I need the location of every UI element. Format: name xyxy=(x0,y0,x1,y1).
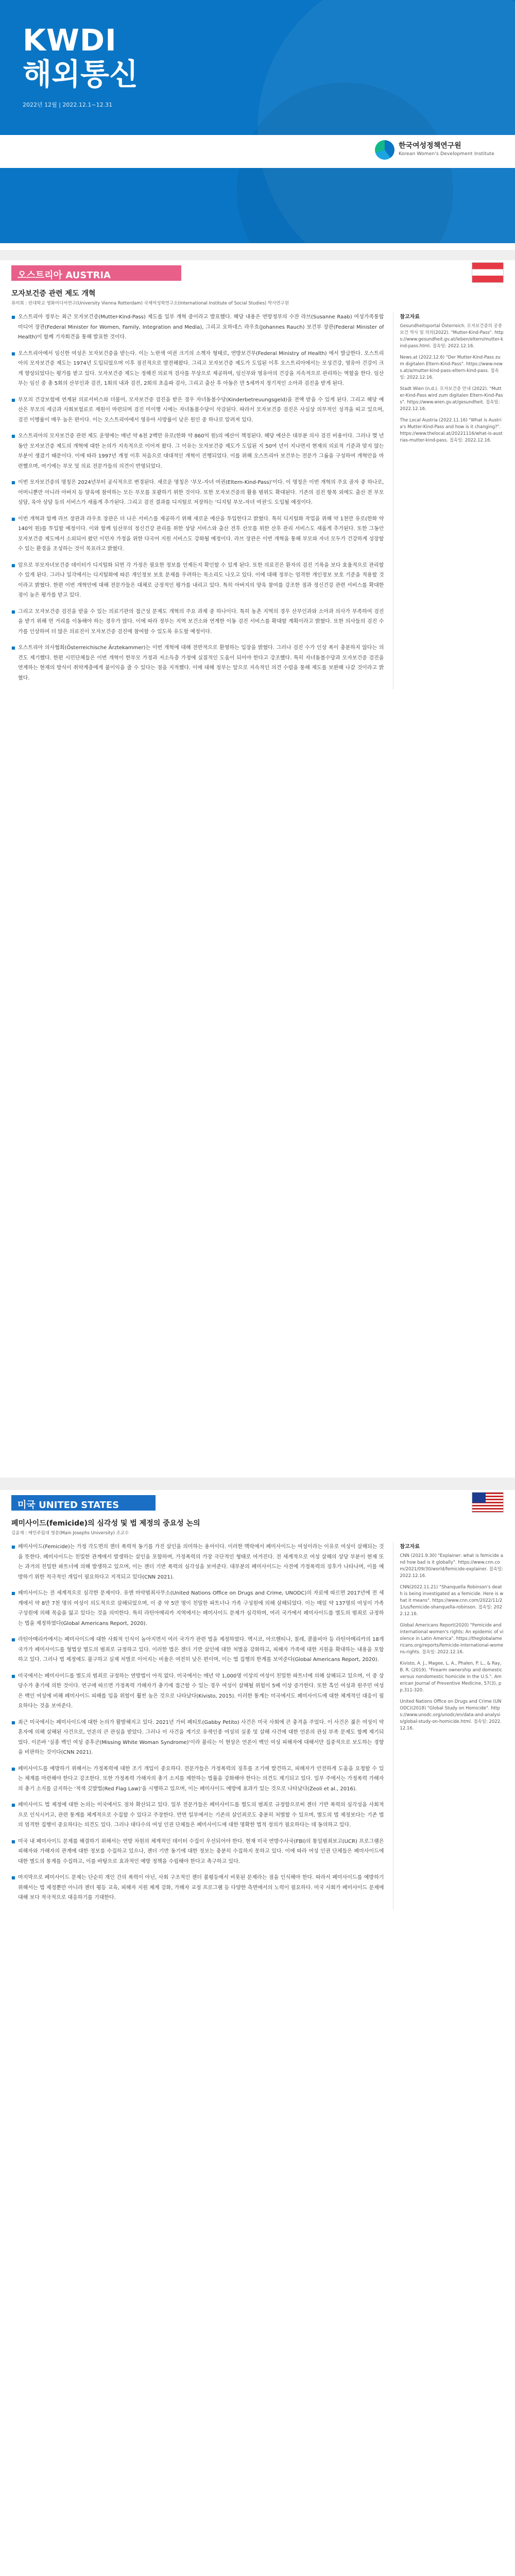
article-paragraph: ■ 미국 내 페미사이드 문제를 해결하기 위해서는 연방 차원의 체계적인 데이터 수집이 우선되어야 한다. 현재 미국 연방수사국(FBI)의 통일범죄보고(UCR) 프로그램은 피해자와 가해자의 관계에 대한 정보를 수집하고 있으나, 젠더 기반 동기에 대한 정보는 충분히 수집하지 못하고 있다. 이에 따라 여성 인권 단체들은 페미사이드에 대한 별도의 통계를 수집하고, 이를 바탕으로 효과적인 예방 정책을 수립해야 한다고 촉구하고 있다. xyxy=(11,1837,384,1867)
article-paragraph: ■ 페미사이드 법 제정에 대한 논의는 미국에서도 점차 확산되고 있다. 일부 전문가들은 페미사이드를 별도의 범죄로 규정함으로써 젠더 기반 폭력의 심각성을 사회적으로 인식시키고, 관련 통계를 체계적으로 수집할 수 있다고 주장한다. 반면 일부에서는 기존의 살인죄로도 충분히 처벌할 수 있으며, 별도의 법 제정보다는 기존 법의 엄격한 집행이 중요하다는 의견도 있다. 그러나 대다수의 여성 인권 단체들은 페미사이드에 대한 명확한 법적 정의가 필요하다는 데 동의하고 있다. xyxy=(11,1800,384,1831)
issue-date: 2022년 12월 | 2022.12.1~12.31 xyxy=(23,101,113,108)
reference-item: Gesundheitsportal Österreich. 모자보건증의 공중보건 역사 및 의의(2022). "Mutter-Kind-Pass". https://www.gesundheit.gv.at/leben/eltern/mutter-kind-pass.html. 접속일: 2022.12.16. xyxy=(400,324,504,349)
section-spacer xyxy=(0,1478,515,1490)
article-paragraph: ■ 오스트리아 의사협회(Österreichische Ärztekammer)는 이번 개혁에 대해 전반적으로 환영하는 입장을 밝혔다. 그러나 검진 수가 인상 폭이 충분하지 않다는 의견도 제기했다. 한편 시민단체들은 이번 개혁이 한부모 가정과 저소득층 가정에 실질적인 도움이 되어야 한다고 강조했다. 특히 자녀돌봄수당과 모자보건증 검진을 연계하는 현재의 방식이 취약계층에게 불이익을 줄 수 있다는 점을 지적했다. 이에 대해 정부는 앞으로 지속적인 의견 수렴을 통해 제도를 보완해 나갈 것이라고 밝혔다. xyxy=(11,643,384,683)
article-paragraph: ■ 최근 미국에서는 페미사이드에 대한 논의가 활발해지고 있다. 2021년 가비 페티토(Gabby Petito) 사건은 미국 사회에 큰 충격을 주었다. 이 사건은 젊은 여성이 약혼자에 의해 살해된 사건으로, 언론의 큰 관심을 받았다. 그러나 이 사건을 계기로 유색인종 여성의 실종 및 살해 사건에 대한 언론의 관심 부족 문제도 함께 제기되었다. 이른바 '실종 백인 여성 증후군(Missing White Woman Syndrome)'이라 불리는 이 현상은 언론이 백인 여성 피해자에 대해서만 집중적으로 보도하는 경향을 비판하는 것이다(CNN 2021). xyxy=(11,1718,384,1758)
article-paragraph: ■ 오스트리아에서 임신한 여성은 모자보건증을 받는다. 이는 노란색 여권 크기의 소책자 형태로, 연방보건부(Federal Ministry of Health) 에서 발급한다. 오스트리아의 모자보건증 제도는 1974년 도입되었으며 이후 점진적으로 발전해왔다. 그리고 모자보건증 제도가 도입된 이후 오스트리아에서는 모성건강, 영유아 건강이 크게 향상되었다는 평가를 받고 있다. 모자보건증 제도는 정해진 의료적 검사를 무상으로 제공하며, 임신부와 영유아의 건강을 지속적으로 관리하는 역할을 한다. 임산부는 임신 중 총 5회의 산부인과 검진, 1회의 내과 검진, 2회의 초음파 검사, 그리고 출산 후 아동은 만 5세까지 정기적인 소아과 검진을 받게 된다. xyxy=(11,349,384,389)
reference-item: Stadt Wien (n.d.). 모자보건증 안내 (2022). "Mutter-Kind-Pass wird zum digitalen Eltern-Kind-Pass". https://www.wien.gv.at/gesundheit. 접속일: 2022.12.16. xyxy=(400,386,503,412)
article-paragraph: ■ 라틴아메리카에서는 페미사이드에 대한 사회적 인식이 높아지면서 여러 국가가 관련 법을 제정하였다. 멕시코, 아르헨티나, 칠레, 콜롬비아 등 라틴아메리카의 18개 국가가 페미사이드를 형법상 별도의 범죄로 규정하고 있다. 이러한 법은 젠더 기반 살인에 대한 처벌을 강화하고, 피해자 가족에 대한 지원을 확대하는 내용을 포함하고 있다. 그러나 법 제정에도 불구하고 실제 처벌로 이어지는 비율은 여전히 낮은 편이며, 이는 법 집행의 한계를 보여준다(Global Americans Report, 2020). xyxy=(11,1635,384,1665)
us-flag-icon xyxy=(472,1492,504,1513)
article-paragraph: ■ 이번 개혁과 함께 라브 장관과 라우흐 장관은 더 나은 서비스를 제공하기 위해 새로운 예산을 투입한다고 밝혔다. 특히 디지털화 작업을 위해 약 1천만 유로(한화 약 140억 원)를 투입할 예정이다. 이와 함께 임산부의 정신건강 관리를 위한 상담 서비스와 출산 전후 산모를 위한 산후 관리 서비스도 새롭게 추가된다. 또한 그동안 모자보건증 제도에서 소외되어 왔던 이민자 가정을 위한 다국어 지원 서비스도 강화될 예정이다. 라브 장관은 이번 개혁을 통해 부모와 자녀 모두가 건강하게 성장할 수 있는 환경을 조성하는 것이 목표라고 밝혔다. xyxy=(11,514,384,554)
article-author: 김윤재 : 메인주립대 영문(Main Josephs University) 조교수 xyxy=(11,1531,129,1536)
article-paragraph: ■ 미국에서는 페미사이드를 별도의 범죄로 규정하는 연방법이 아직 없다. 미국에서는 매년 약 1,000명 이상의 여성이 친밀한 파트너에 의해 살해되고 있으며, 이 중 상당수가 총기에 의한 것이다. 연구에 따르면 가정폭력 가해자가 총기에 접근할 수 있는 경우 여성이 살해될 위험이 5배 이상 증가한다. 또한 흑인 여성과 원주민 여성은 백인 여성에 비해 페미사이드 피해를 입을 위험이 훨씬 높은 것으로 나타났다(Kivisto, 2015). 이러한 통계는 미국에서도 페미사이드에 대한 체계적인 대응이 필요하다는 것을 보여준다. xyxy=(11,1671,384,1711)
article-austria xyxy=(11,288,504,689)
section-label xyxy=(18,268,111,281)
section-label xyxy=(18,1498,119,1511)
article-paragraph: ■ 페미사이드(Femicide)는 가정 각도면의 젠더 폭력적 동기를 가진 살인을 의미하는 용어이다. 이러한 맥락에서 페미사이드는 여성이라는 이유로 여성이 살해되는 것을 뜻한다. 페미사이드는 친밀한 관계에서 발생하는 살인을 포함하며, 가정폭력의 가장 극단적인 형태로 여겨진다. 전 세계적으로 여성 살해의 상당 부분이 현재 또는 과거의 친밀한 파트너에 의해 발생하고 있으며, 이는 젠더 기반 폭력의 심각성을 보여준다. 대부분의 페미사이드는 사전에 가정폭력의 징후가 나타나며, 이를 예방하기 위한 적극적인 개입이 필요하다고 지적되고 있다(CNN 2021). xyxy=(11,1542,384,1582)
article-united-states xyxy=(11,1518,504,1909)
kwdi-logo xyxy=(375,140,494,160)
section-label-ko: 미국 xyxy=(18,1500,36,1511)
article-paragraph: ■ 마지막으로 페미사이드 문제는 단순히 개인 간의 폭력이 아닌, 사회 구조적인 젠더 불평등에서 비롯된 문제라는 점을 인식해야 한다. 따라서 페미사이드를 예방하기 위해서는 법 제정뿐만 아니라 젠더 평등 교육, 피해자 지원 체계 강화, 가해자 교정 프로그램 등 다양한 측면에서의 노력이 필요하다. 미국 사회가 페미사이드 문제에 대해 보다 적극적으로 대응하기를 기대한다. xyxy=(11,1873,384,1903)
article-title: 페미사이드(femicide)의 심각성 및 법 제정의 중요성 논의 xyxy=(11,1519,200,1528)
article-paragraph: ■ 페미사이드를 예방하기 위해서는 가정폭력에 대한 조기 개입이 중요하다. 전문가들은 가정폭력의 징후를 조기에 발견하고, 피해자가 안전하게 도움을 요청할 수 있는 체계를 마련해야 한다고 강조한다. 또한 가정폭력 가해자의 총기 소지를 제한하는 법률을 강화해야 한다는 의견도 제기되고 있다. 일부 주에서는 가정폭력 가해자의 총기 소지를 금지하는 '적색 깃발법(Red Flag Law)'을 시행하고 있으며, 이는 페미사이드 예방에 효과가 있는 것으로 나타났다(Zeoli et al., 2016). xyxy=(11,1764,384,1794)
section-heading xyxy=(11,260,504,284)
section-austria xyxy=(0,260,515,689)
article-paragraph: ■ 부모의 건강보험에 연계된 의료서비스와 더불어, 모자보건증 검진을 받은 경우 자녀돌봄수당(Kinderbetreuungsgeld)을 전액 받을 수 있게 된다. 그리고 해당 예산은 부모의 세금과 사회보험료로 재원이 마련되며 검진 미이행 시에는 자녀돌봄수당이 삭감된다. 따라서 모자보건증 검진은 사실상 의무적인 성격을 띠고 있으며, 검진 이행률이 매우 높은 편이다. 이는 오스트리아에서 영유아 사망률이 낮은 원인 중 하나로 알려져 있다. xyxy=(11,395,384,426)
brand-title: KWDI xyxy=(23,23,117,58)
reference-sidebar xyxy=(393,312,504,689)
kwdi-logo-icon xyxy=(375,140,394,160)
article-body xyxy=(11,312,384,689)
reference-item: The Local Austria (2022.11.16) "What is Austria's Mutter-Kind-Pass and how is it changing?". https://www.thelocal.at/20221116/what-is-austrias-mutter-kind-pass. 접속일: 2022.12.16. xyxy=(400,418,503,443)
article-body xyxy=(11,1542,384,1909)
brand-subtitle: 해외통신 xyxy=(23,57,139,92)
article-paragraph: ■ 앞으로 부모자녀보건증 데이터가 디지털화 되면 각 가정은 필요한 정보를 언제든지 확인할 수 있게 된다. 또한 의료진은 환자의 검진 기록을 보다 효율적으로 관리할 수 있게 된다. 그러나 일각에서는 디지털화에 따른 개인정보 보호 문제를 우려하는 목소리도 나오고 있다. 이에 대해 정부는 엄격한 개인정보 보호 기준을 적용할 것이라고 밝혔다. 한편 이번 개혁안에 대해 전문가들은 대체로 긍정적인 평가를 내리고 있다. 특히 아버지의 양육 참여를 강조한 점과 정신건강 관련 서비스를 확대한 점이 높은 평가를 받고 있다. xyxy=(11,561,384,601)
austria-flag-icon xyxy=(472,262,504,283)
logo-name: 한국여성정책연구원 xyxy=(398,142,461,150)
section-spacer xyxy=(0,250,515,260)
reference-item: Kivisto, A. J., Magee, L. A., Phalen, P. L., & Ray, B. R. (2019). "Firearm ownership and domestic versus nondomestic homicide in the U.S.". American Journal of Preventive Medicine, 57(3), pp.311-320. xyxy=(400,1661,503,1693)
reference-item: United Nations Office on Drugs and Crime (UNODC)(2018) "Global Study on Homicide". https://www.unodc.org/unodc/en/data-and-analysis/global-study-on-homicide.html. 접속일: 2022.12.16. xyxy=(400,1699,502,1731)
section-label-en: AUSTRIA xyxy=(65,270,111,281)
header-divider xyxy=(0,243,515,250)
reference-item: CNN (2021.9.30) "Explainer: what is femicide and how bad is it globally". https://www.cnn.com/2021/09/30/world/femicide-explainer. 접속일: 2022.12.16. xyxy=(400,1553,504,1579)
newsletter-header xyxy=(0,0,515,250)
reference-item: CNN(2022.11.21) "Shanquella Robinson's death is being investigated as a femicide. Here is what it means". https://www.cnn.com/2022/11/21/us/femicide-shanquella-robinson. 접속일: 2022.12.16. xyxy=(400,1585,504,1617)
section-label-ko: 오스트리아 xyxy=(18,270,62,281)
reference-title: 참고자료 xyxy=(400,314,420,320)
article-paragraph: ■ 페미사이드는 전 세계적으로 심각한 문제이다. 유엔 마약범죄사무소(United Nations Office on Drugs and Crime, UNODC)의 자료에 따르면 2017년에 전 세계에서 약 8만 7천 명의 여성이 의도적으로 살해되었으며, 이 중 약 5만 명이 친밀한 파트너나 가족 구성원에 의해 살해되었다. 이는 매일 약 137명의 여성이 가족 구성원에 의해 목숨을 잃고 있다는 것을 의미한다. 특히 라틴아메리카 지역에서는 페미사이드 문제가 심각하며, 여러 국가에서 페미사이드를 별도의 범죄로 규정하는 법을 제정하였다(Global Americans Report, 2020). xyxy=(11,1588,384,1629)
reference-item: Global Americans Report(2020) "Femicide and international women's rights: An epidemic of violence in Latin America". https://theglobalamericans.org/reports/femicide-international-womens-rights. 접속일: 2022.12.16. xyxy=(400,1623,504,1655)
section-label-en: UNITED STATES xyxy=(39,1500,119,1511)
article-paragraph: ■ 오스트리아 정부는 최근 모자보건증(Mutter-Kind-Pass) 제도를 일부 개혁 중이라고 발표했다. 해당 내용은 연방정부의 수잔 라브(Susanne Raab) 여성가족통합미디어 장관(Federal Minister for Women, Family, Integration and Media), 그리고 요하네스 라우흐(Johannes Rauch) 보건부 장관(Federal Minister of Health)이 함께 기자회견을 통해 발표한 것이다. xyxy=(11,312,384,343)
section-united-states xyxy=(0,1490,515,1909)
article-paragraph: ■ 그리고 모자보건증 검진을 받을 수 있는 의료기관의 접근성 문제도 개혁의 주요 과제 중 하나이다. 특히 농촌 지역의 경우 산부인과와 소아과 의사가 부족하여 검진을 받기 위해 먼 거리를 이동해야 하는 경우가 많다. 이에 따라 정부는 지역 보건소와 연계한 이동 검진 서비스를 확대할 계획이라고 밝혔다. 또한 의사들의 검진 수가를 인상하여 더 많은 의료진이 모자보건증 검진에 참여할 수 있도록 유도할 예정이다. xyxy=(11,607,384,637)
article-paragraph: ■ 오스트리아의 모자보건증 관련 제도 운영에는 매년 약 6천 2백만 유로(한화 약 860억 원)의 예산이 책정된다. 해당 예산은 대부분 의사 검진 비용이다. 그러나 몇 년 동안 모자보건증 제도의 개혁에 대한 논의가 지속적으로 이어져 왔다. 그 이유는 모자보건증 제도가 도입된 지 50여 년이 지나면서 현재의 의료적 기준과 맞지 않는 부분이 생겼기 때문이다. 이에 따라 1997년 개정 이후 처음으로 대대적인 개혁이 진행되었다. 이를 위해 오스트리아 보건부는 전문가 그룹을 구성하여 개혁안을 마련했으며, 여기에는 부모 및 의료 전문가들의 의견이 반영되었다. xyxy=(11,431,384,471)
logo-en: Korean Women's Development Institute xyxy=(398,151,494,157)
reference-item: News.at (2022.12.6) "Der Mutter-Kind-Pass zum digitalen Eltern-Kind-Pass". https://www.news.at/a/mutter-kind-pass-eltern-kind-pass. 접속일: 2022.12.16. xyxy=(400,355,503,380)
article-paragraph: ■ 이번 모자보건증의 명칭은 2024년부터 공식적으로 변경된다. 새로운 명칭은 '부모-자녀 여권(Eltern-Kind-Pass)'이다. 이 명칭은 이번 개혁의 주요 골자 중 하나로, 어머니뿐만 아니라 아버지 등 양육에 참여하는 모든 부모를 포괄하기 위한 것이다. 또한 모자보건증의 활용 범위도 확대된다. 기존의 검진 항목 외에도 출산 전 부모 상담, 육아 상담 등의 서비스가 새롭게 추가된다. 그리고 검진 결과를 디지털로 저장하는 '디지털 부모-자녀 여권'도 도입될 예정이다. xyxy=(11,478,384,508)
section-heading xyxy=(11,1490,504,1514)
reference-sidebar xyxy=(393,1542,504,1909)
reference-title: 참고자료 xyxy=(400,1544,420,1550)
logo-text xyxy=(399,142,494,158)
article-author: 류미희 : 빈대학교 영화미디어연구(University Vienna Rotterdam) 국제여성학연구소(International Institute of Social Studies) 박사연구원 xyxy=(11,301,289,306)
article-title: 모자보건증 관련 제도 개혁 xyxy=(11,290,96,298)
